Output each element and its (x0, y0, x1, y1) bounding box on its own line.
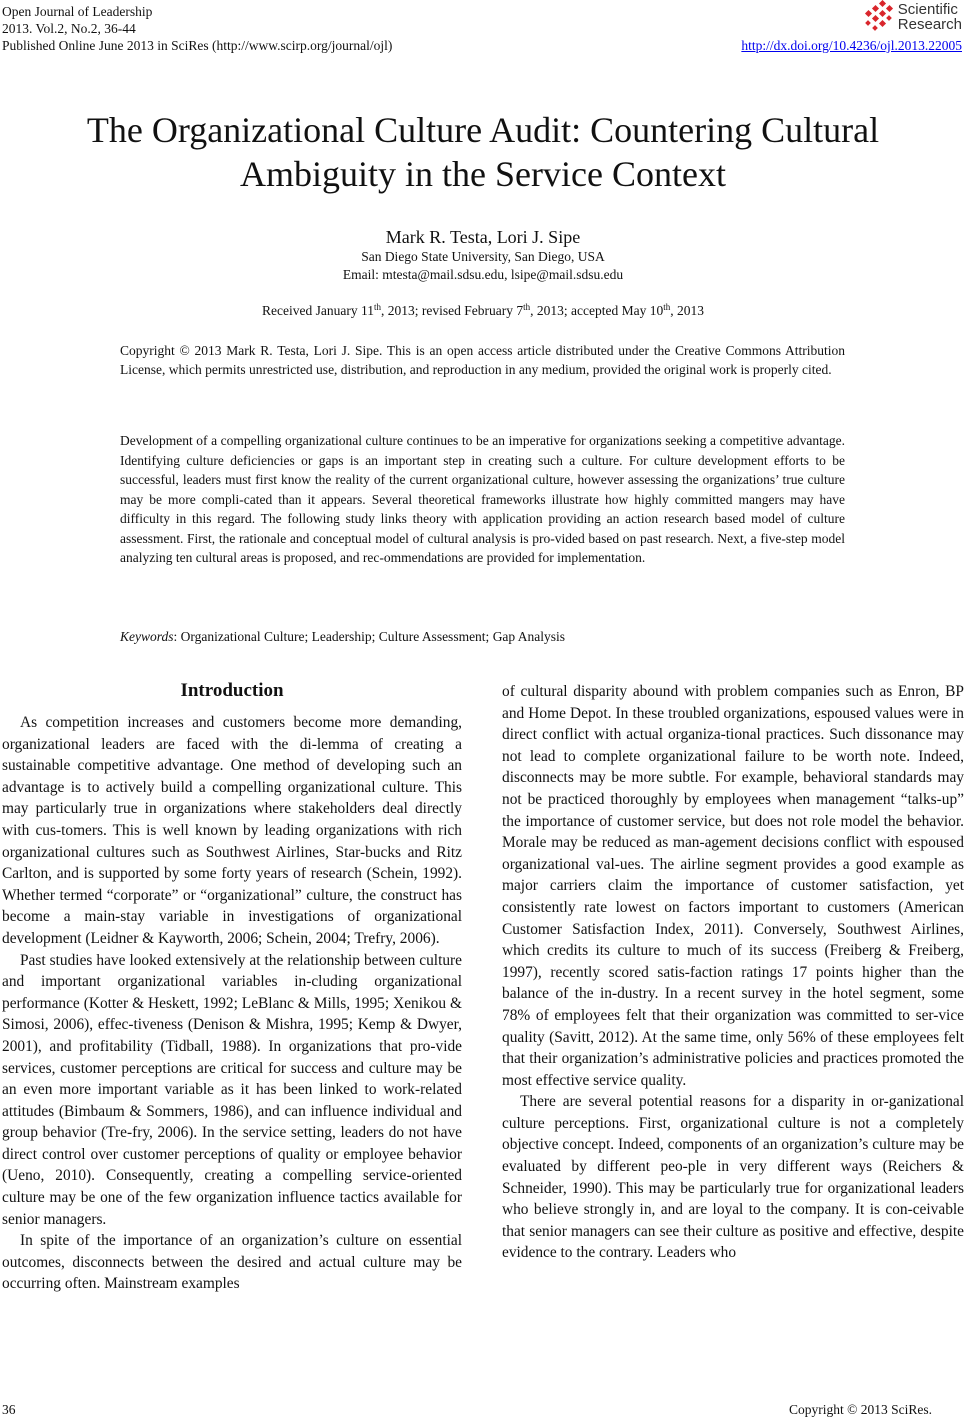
logo-icon (860, 0, 896, 34)
keywords-label: Keywords (120, 629, 174, 644)
paragraph: of cultural disparity abound with problem companies such as Enron, BP and Home Depot. In these troubled organizations, espoused values were in direct conflict with actual organiza-tional practices. Such dissonance may not lead to complete organizational failure to be worth note. Indeed, disconnects may be more subtle. For example, behavioral standards may not be practiced thoroughly by employees when management “talks-up” the importance of customer service, but does not role model the behavior. Morale may be reduced as man-agement decisions conflict with espoused organizational val-ues. The airline segment provides a good example as major carriers claim the importance of customer satisfaction, yet consistently rate lowest on factors important to customers (American Customer Satisfaction Index, 2011). Conversely, Southwest Airlines, which credits its culture to much of its success (Freiberg & Freiberg, 1997), recently scored satis-faction ratings 17 points higher than the balance of the in-dustry. In a recent survey in the hotel segment, some 78% of employees felt that their organization was committed to ser-vice quality (Savitt, 2012). At the same time, only 56% of these employees felt that their organization’s administrative policies and practices promoted the most effective service quality. (502, 683, 964, 1089)
paragraph: In spite of the importance of an organization’s culture on essential outcomes, disconnects between the desired and actual culture may be occurring often. Mainstream examples (2, 1232, 462, 1293)
abstract: Development of a compelling organizational culture continues to be an imperative for organizations seeking a competitive advantage. Identifying culture deficiencies or gaps is an important step in creating such a culture. For culture development efforts to be successful, leaders must first know the reality of the current organizational culture, however assessing the organizations’ true culture may be more compli-cated than it appears. Several theoretical frameworks illustrate how highly committed mangers may have difficulty in this regard. The following study links theory with application providing an action research based model of culture assessment. First, the rationale and conceptual model of cultural analysis is pro-vided based on past research. Next, a five-step model analyzing ten cultural areas is proposed, and rec-ommendations are provided for implementation. (120, 433, 845, 565)
scientific-research-logo (860, 0, 962, 34)
page-number: 36 (2, 1402, 16, 1417)
keywords-list: : Organizational Culture; Leadership; Culture Assessment; Gap Analysis (173, 629, 566, 644)
keywords (120, 627, 845, 646)
journal-volume: 2013. Vol.2, No.2, 36-44 (2, 21, 136, 36)
title-line-1: The Organizational Culture Audit: Countering Cultural (86, 110, 880, 150)
journal-published: Published Online June 2013 in SciRes (http://www.scirp.org/journal/ojl) (2, 38, 393, 53)
paragraph: There are several potential reasons for a disparity in or-ganizational culture perceptions. First, organizational culture is not a completely objective concept. Indeed, components of an organization’s culture may be evaluated by different peo-ple in very different ways (Reichers & Schneider, 1990). This may be particularly true for organizational leaders who believe strongly in, and are loyal to the company. It is con-ceivable that senior managers can see their culture as positive and effective, despite evidence to the contrary. Leaders who (502, 1093, 964, 1262)
affiliation: San Diego State University, San Diego, USA (361, 249, 605, 264)
journal-name: Open Journal of Leadership (2, 4, 153, 19)
paragraph: Past studies have looked extensively at the relationship between culture and important organizational variables in-cluding organizational performance (Kotter & Heskett, 1992; LeBlanc & Mills, 1995; Xenikou & Simosi, 2006), effec-tiveness (Denison & Mishra, 1995; Kemp & Dwyer, 2001), and profitability (Tidball, 1988). In organizations that pro-vide services, customer perceptions are critical for success and culture may be an even more important variable as it has been linked to work-related attitudes (Bimbaum & Sommers, 1986), and can influence individual and group behavior (Tre-fry, 2006). In the service setting, leaders do not have direct control over customer perceptions of quality or employee behavior (Ueno, 2010). Consequently, creating a compelling service-oriented culture may be one of the few organization influence tactics available for senior managers. (2, 951, 462, 1228)
paragraph: As competition increases and customers become more demanding, organizational leaders are faced with the di-lemma of creating a sustainable competitive advantage. One method of developing such an advantage is to actively build a compelling organizational culture. This may particularly true in organizations where stakeholders deal directly with cus-tomers. This is well known by leading organizations with rich organizational cultures such as Southwest Airlines, Star-bucks and Ritz Carlton, and is supported by some forty years of research (Schein, 1992). Whether termed “corporate” or “organizational” culture, the construct has become a main-stay variable in investigations of organizational development (Leidner & Kayworth, 2006; Schein, 2004; Trefry, 2006). (2, 714, 462, 947)
journal-header (2, 3, 392, 54)
logo-line-2: Research (897, 16, 962, 33)
received-date: Received January 11 (262, 303, 374, 318)
doi-link[interactable]: http://dx.doi.org/10.4236/ojl.2013.22005 (741, 38, 962, 53)
body-column-left (2, 679, 462, 1295)
title-line-2: Ambiguity in the Service Context (240, 154, 726, 194)
revised-date: , 2013; revised February 7 (381, 303, 524, 318)
accepted-date: , 2013; accepted May 10 (530, 303, 664, 318)
authors: Mark R. Testa, Lori J. Sipe (385, 227, 581, 247)
section-title-introduction: Introduction (180, 680, 284, 701)
author-emails: Email: mtesta@mail.sdsu.edu, lsipe@mail.sdsu.edu (342, 267, 624, 282)
footer-copyright: Copyright © 2013 SciRes. (788, 1402, 932, 1417)
copyright-notice: Copyright © 2013 Mark R. Testa, Lori J. Sipe. This is an open access article distributed under the Creative Commons Attribution License, which permits unrestricted use, distribution, and reproduction in any medium, provided the original work is properly cited. (120, 343, 845, 378)
submission-dates: Received January 11th, 2013; revised February 7th, 2013; accepted May 10th, 2013 (262, 302, 704, 318)
paper-title (0, 108, 966, 196)
body-column-right (502, 681, 964, 1264)
logo-line-1: Scientific (897, 1, 958, 18)
